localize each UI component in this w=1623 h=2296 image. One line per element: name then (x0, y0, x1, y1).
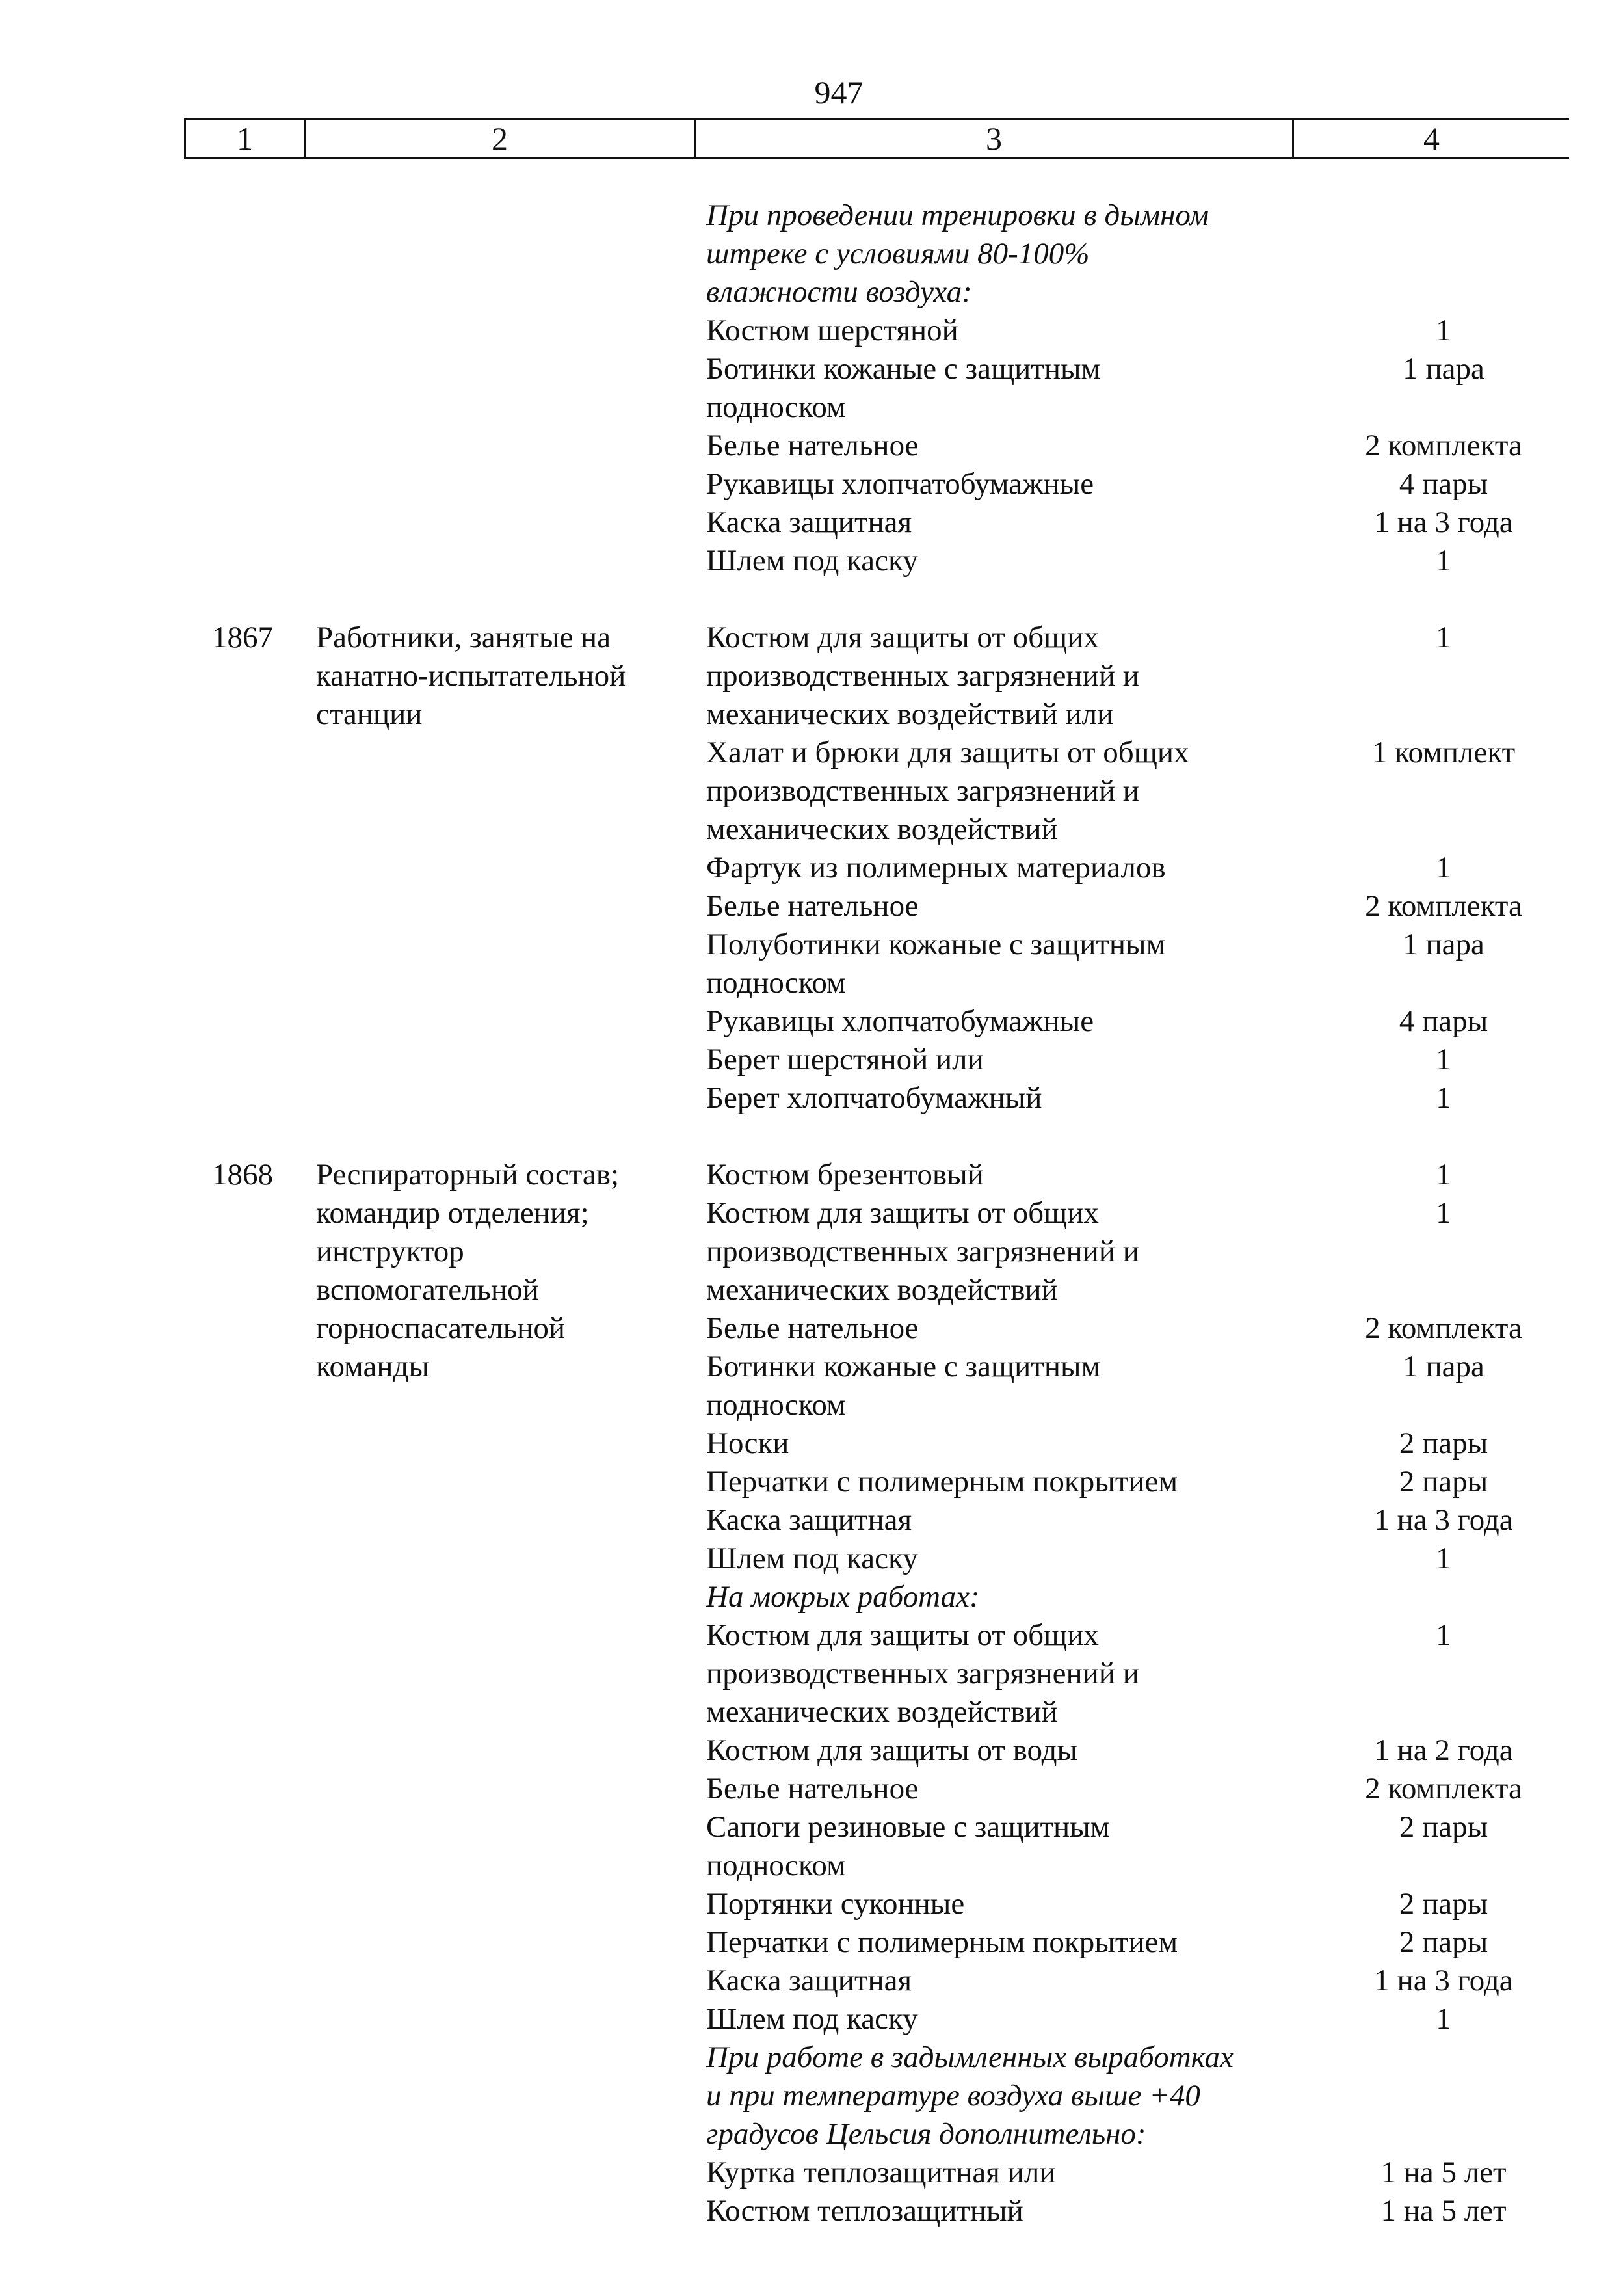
item-name-line: Костюм брезентовый (706, 1158, 984, 1192)
item-name-line: Шлем под каску (706, 2002, 918, 2036)
item-quantity: 1 на 3 года (1374, 1503, 1513, 1537)
item-name-line: производственных загрязнений и (706, 1657, 1139, 1690)
header-col-4: 4 (1423, 120, 1440, 157)
item-name-line: Полуботинки кожаные с защитным (706, 928, 1166, 961)
item-quantity: 1 (1436, 1081, 1451, 1115)
item-quantity: 1 на 5 лет (1380, 2156, 1507, 2189)
item-name-line: Халат и брюки для защиты от общих (706, 736, 1189, 769)
item-quantity: 2 пары (1399, 1810, 1488, 1844)
condition-heading-line: влажности воздуха: (706, 275, 972, 309)
item-name-line: производственных загрязнений и (706, 774, 1139, 808)
item-name-line: Сапоги резиновые с защитным (706, 1810, 1110, 1844)
row-number: 1868 (212, 1158, 273, 1192)
item-name-line: Каска защитная (706, 1964, 912, 1997)
item-name-line: Носки (706, 1426, 789, 1460)
item-quantity: 1 пара (1403, 1350, 1484, 1383)
item-quantity: 2 пары (1399, 1465, 1488, 1499)
item-name-line: механических воздействий (706, 1695, 1058, 1729)
item-quantity: 2 комплекта (1365, 889, 1522, 923)
condition-heading-line: и при температуре воздуха выше +40 (706, 2079, 1200, 2113)
occupation-line: вспомогательной (316, 1273, 539, 1307)
condition-heading-line: штреке с условиями 80-100% (706, 237, 1090, 271)
item-name-line: подноском (706, 390, 846, 424)
item-quantity: 1 комплект (1371, 736, 1516, 769)
occupation-line: команды (316, 1350, 429, 1383)
item-quantity: 1 (1436, 1618, 1451, 1652)
item-quantity: 1 (1436, 1043, 1451, 1076)
row-number: 1867 (212, 621, 273, 654)
item-name-line: механических воздействий или (706, 697, 1114, 731)
item-name-line: Ботинки кожаные с защитным (706, 1350, 1101, 1383)
item-name-line: Белье нательное (706, 429, 919, 462)
condition-heading-line: При работе в задымленных выработках (706, 2040, 1234, 2074)
item-quantity: 4 пары (1399, 467, 1488, 501)
item-name-line: Фартук из полимерных материалов (706, 851, 1166, 885)
item-name-line: Костюм для защиты от общих (706, 1196, 1099, 1230)
item-quantity: 1 (1436, 621, 1451, 654)
item-name-line: Портянки суконные (706, 1887, 965, 1921)
item-name-line: механических воздействий (706, 1273, 1058, 1307)
item-name-line: производственных загрязнений и (706, 1235, 1139, 1268)
item-name-line: Ботинки кожаные с защитным (706, 352, 1101, 386)
item-name-line: Рукавицы хлопчатобумажные (706, 467, 1094, 501)
item-quantity: 1 (1436, 1158, 1451, 1192)
occupation-line: Респираторный состав; (316, 1158, 620, 1192)
item-quantity: 2 пары (1399, 1925, 1488, 1959)
item-name-line: Белье нательное (706, 889, 919, 923)
item-name-line: Каска защитная (706, 505, 912, 539)
item-quantity: 4 пары (1399, 1004, 1488, 1038)
item-name-line: подноском (706, 966, 846, 1000)
item-name-line: подноском (706, 1849, 846, 1882)
item-name-line: Берет шерстяной или (706, 1043, 984, 1076)
item-quantity: 1 (1436, 1542, 1451, 1575)
item-name-line: Куртка теплозащитная или (706, 2156, 1056, 2189)
item-quantity: 1 (1436, 544, 1451, 578)
condition-heading-line: При проведении тренировки в дымном (706, 198, 1209, 232)
item-quantity: 1 (1436, 314, 1451, 347)
occupation-line: канатно-испытательной (316, 659, 626, 693)
occupation-line: горноспасательной (316, 1311, 565, 1345)
item-quantity: 1 на 3 года (1374, 1964, 1513, 1997)
item-name-line: производственных загрязнений и (706, 659, 1139, 693)
header-col-2: 2 (306, 120, 696, 157)
item-quantity: 1 (1436, 1196, 1451, 1230)
item-name-line: Каска защитная (706, 1503, 912, 1537)
item-quantity: 1 (1436, 851, 1451, 885)
item-quantity: 2 пары (1399, 1426, 1488, 1460)
item-name-line: Костюм теплозащитный (706, 2194, 1023, 2228)
condition-heading-line: градусов Цельсия дополнительно: (706, 2117, 1146, 2151)
item-quantity: 1 (1436, 2002, 1451, 2036)
item-name-line: Белье нательное (706, 1772, 919, 1806)
occupation-line: Работники, занятые на (316, 621, 611, 654)
header-col-3: 3 (696, 120, 1294, 157)
item-name-line: Костюм для защиты от воды (706, 1733, 1078, 1767)
item-quantity: 2 пары (1399, 1887, 1488, 1921)
item-quantity: 2 комплекта (1365, 1772, 1522, 1806)
item-quantity: 2 комплекта (1365, 429, 1522, 462)
item-name-line: механических воздействий (706, 812, 1058, 846)
item-quantity: 1 на 5 лет (1380, 2194, 1507, 2228)
page-number: 947 (814, 74, 864, 111)
header-col-1: 1 (186, 120, 306, 157)
item-name-line: Берет хлопчатобумажный (706, 1081, 1042, 1115)
item-quantity: 2 комплекта (1365, 1311, 1522, 1345)
item-name-line: Белье нательное (706, 1311, 919, 1345)
item-name-line: Шлем под каску (706, 544, 918, 578)
item-name-line: Рукавицы хлопчатобумажные (706, 1004, 1094, 1038)
item-quantity: 1 на 3 года (1374, 505, 1513, 539)
item-name-line: Шлем под каску (706, 1542, 918, 1575)
condition-heading-line: На мокрых работах: (706, 1580, 980, 1614)
item-name-line: Перчатки с полимерным покрытием (706, 1925, 1178, 1959)
item-name-line: Перчатки с полимерным покрытием (706, 1465, 1178, 1499)
occupation-line: инструктор (316, 1235, 464, 1268)
occupation-line: станции (316, 697, 423, 731)
item-name-line: Костюм для защиты от общих (706, 1618, 1099, 1652)
item-name-line: Костюм для защиты от общих (706, 621, 1099, 654)
item-quantity: 1 пара (1403, 928, 1484, 961)
occupation-line: командир отделения; (316, 1196, 589, 1230)
item-name-line: подноском (706, 1388, 846, 1422)
item-quantity: 1 на 2 года (1374, 1733, 1513, 1767)
item-quantity: 1 пара (1403, 352, 1484, 386)
item-name-line: Костюм шерстяной (706, 314, 958, 347)
